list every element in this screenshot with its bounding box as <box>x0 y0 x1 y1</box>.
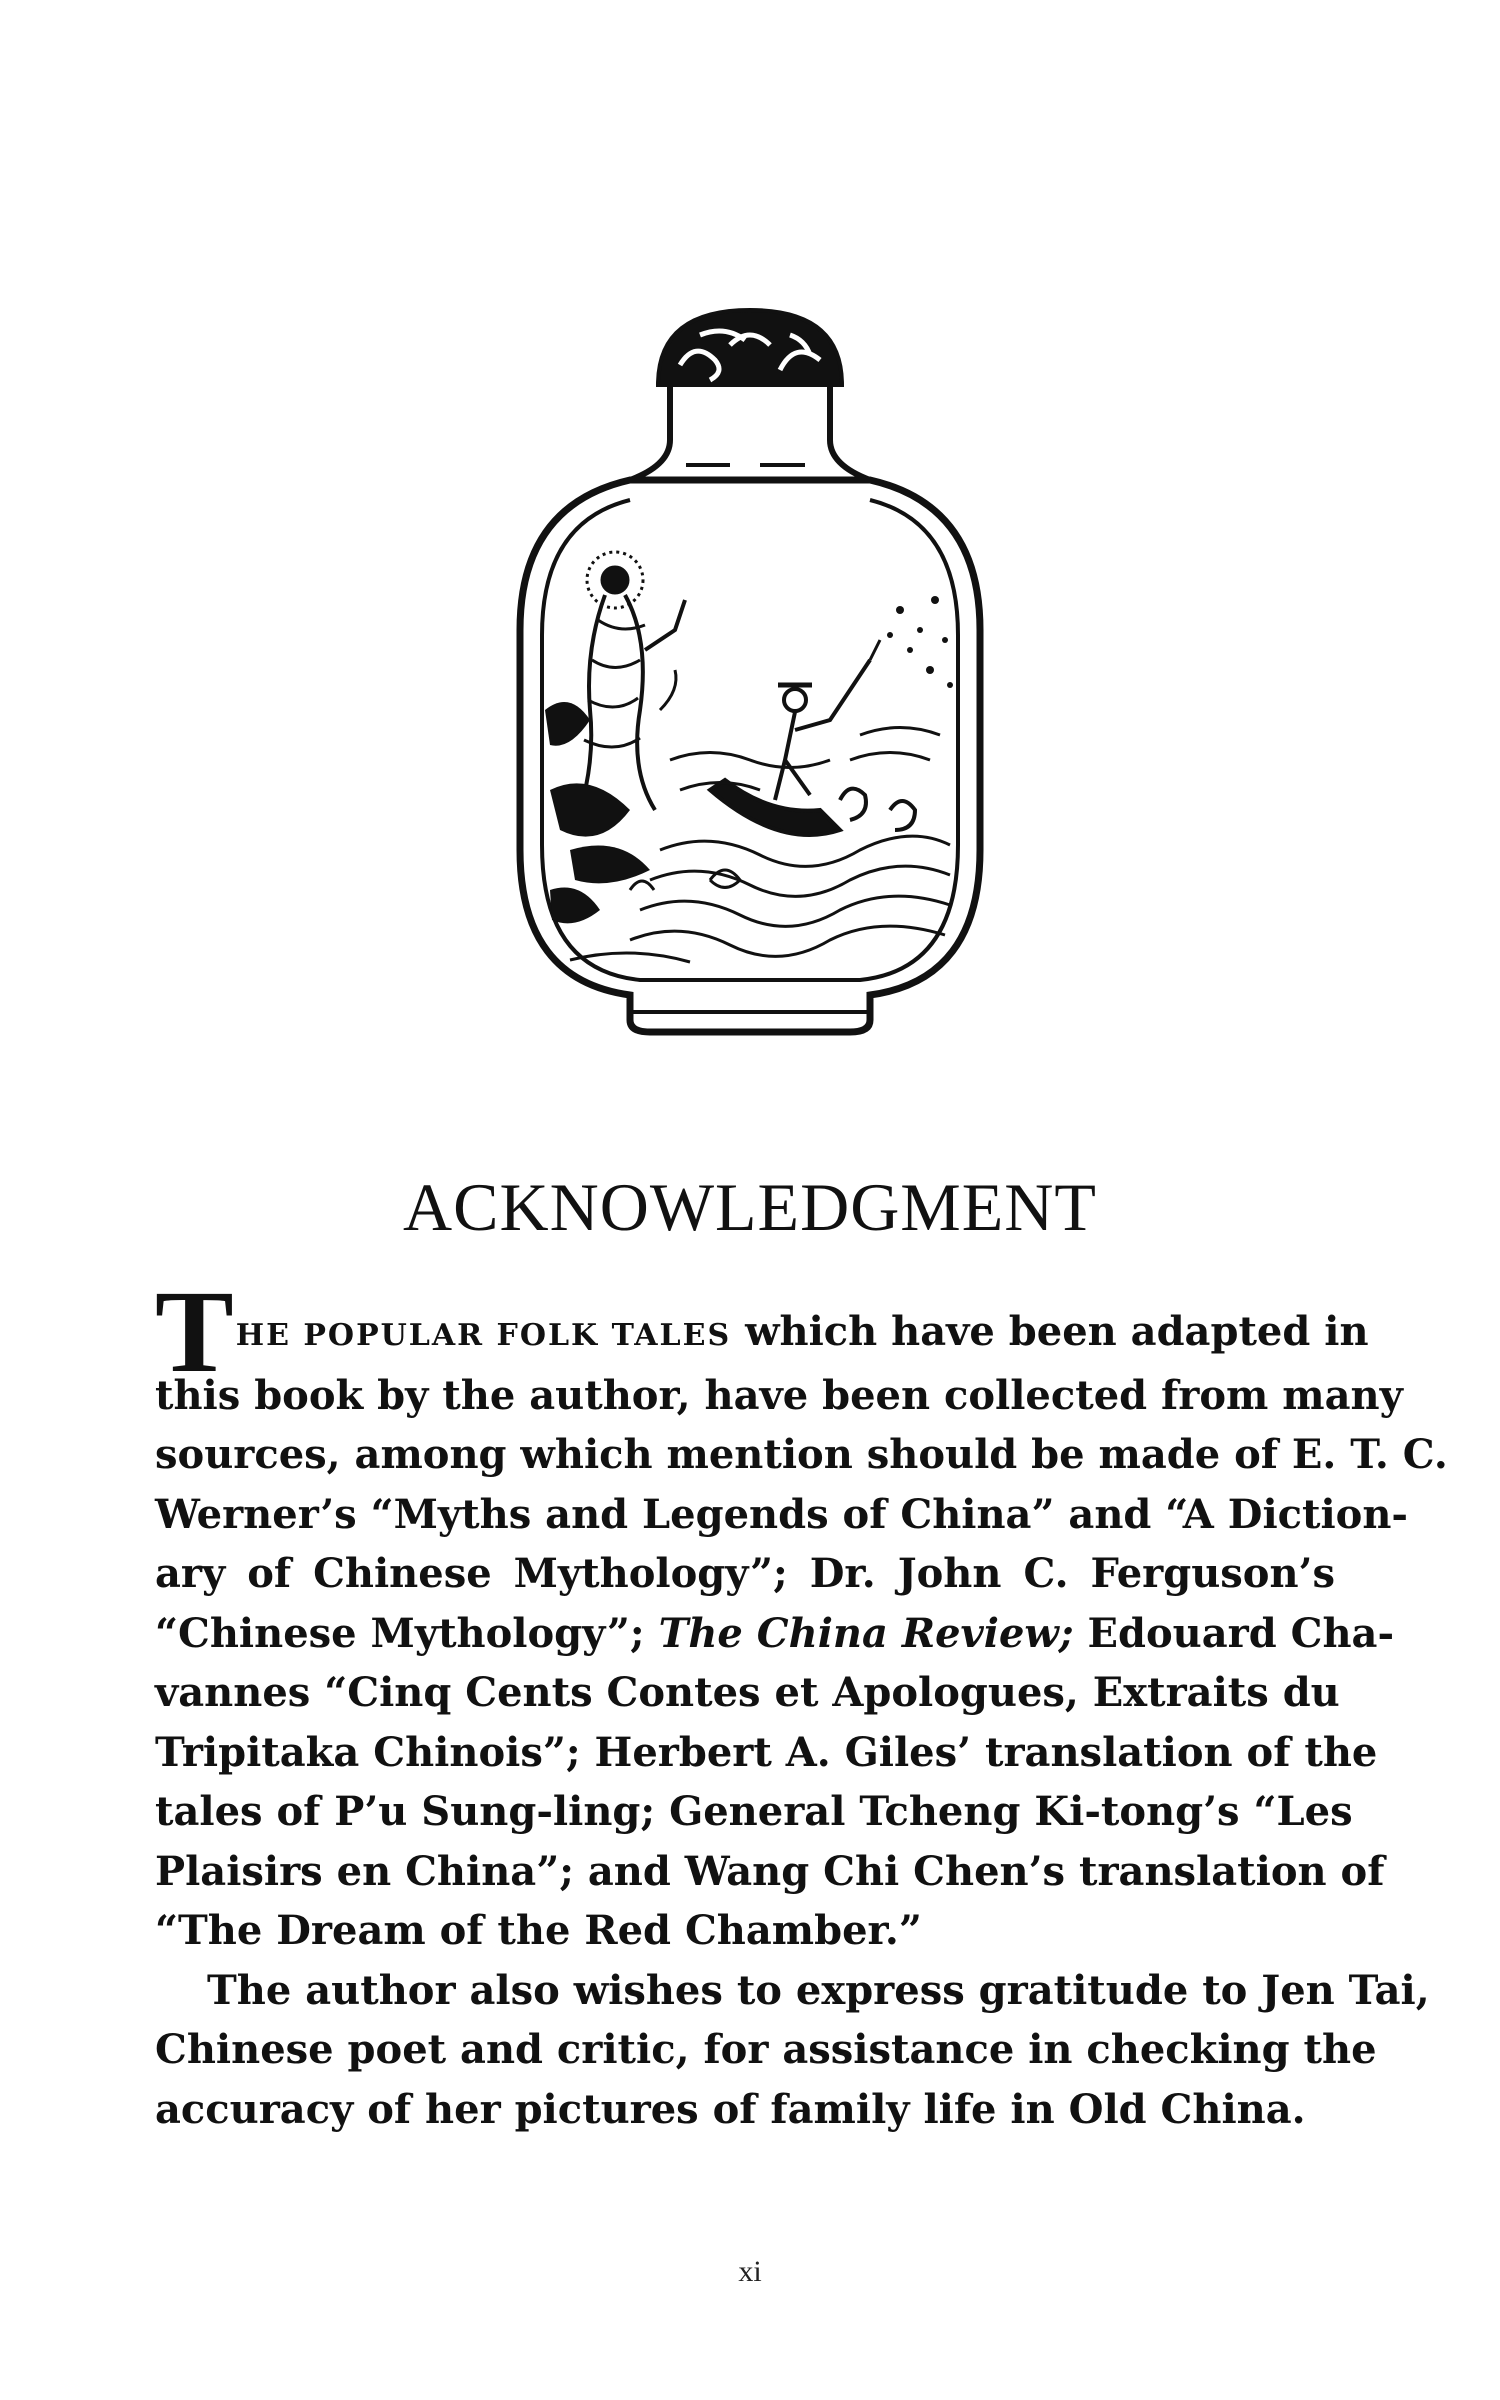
acknowledgment-text <box>155 1266 1448 2139</box>
paragraph1-line6 <box>155 1604 1395 1664</box>
page-number: xi <box>738 2255 762 2288</box>
paragraph1-line11: “The Dream of the Red Chamber.” <box>155 1907 922 1954</box>
bottle-neck <box>630 385 870 480</box>
goddess-figure <box>580 552 685 810</box>
paragraph1-line2: this book by the author, have been collected from many <box>155 1371 1403 1419</box>
paragraph2-line1: The author also wishes to express gratitude to Jen Tai, <box>207 1966 1430 2014</box>
paragraph2-line3: accuracy of her pictures of family life in Old China. <box>155 2085 1306 2133</box>
paragraph1-line10: Plaisirs en China”; and Wang Chi Chen’s translation of <box>155 1847 1385 1895</box>
paragraph1-line5: ary of Chinese Mythology”; Dr. John C. Ferguson’s <box>155 1550 1335 1597</box>
boatman-figure <box>710 640 915 835</box>
paragraph1-line4: Werner’s “Myths and Legends of China” and “A Diction- <box>155 1490 1409 1538</box>
line6-part-b: Edouard Cha- <box>1073 1609 1395 1657</box>
page-title: ACKNOWLEDGMENT <box>403 1169 1097 1245</box>
rocks <box>545 702 650 923</box>
line6-part-a: “Chinese Mythology”; <box>155 1609 659 1657</box>
line1-rest: which have been adapted in <box>731 1308 1369 1355</box>
waves <box>570 728 950 963</box>
paragraph1-line3: sources, among which mention should be made of E. T. C. <box>155 1431 1448 1478</box>
spray-dots <box>887 596 953 688</box>
dropcap: T <box>155 1266 234 1397</box>
paragraph1-line8: Tripitaka Chinois”; Herbert A. Giles’ translation of the <box>155 1728 1378 1776</box>
smallcaps-lead: HE POPULAR FOLK TALES <box>235 1318 732 1353</box>
paragraph2-line2: Chinese poet and critic, for assistance in checking the <box>155 2026 1377 2073</box>
snuff-bottle-illustration <box>480 290 1020 1090</box>
paragraph1-line7: vannes “Cinq Cents Contes et Apologues, Extraits du <box>155 1669 1340 1716</box>
paragraph1-line9: tales of P’u Sung-ling; General Tcheng Ki-tong’s “Les <box>155 1788 1353 1835</box>
line6-italic-title: The China Review; <box>658 1609 1074 1657</box>
bottle-stopper <box>658 310 842 385</box>
